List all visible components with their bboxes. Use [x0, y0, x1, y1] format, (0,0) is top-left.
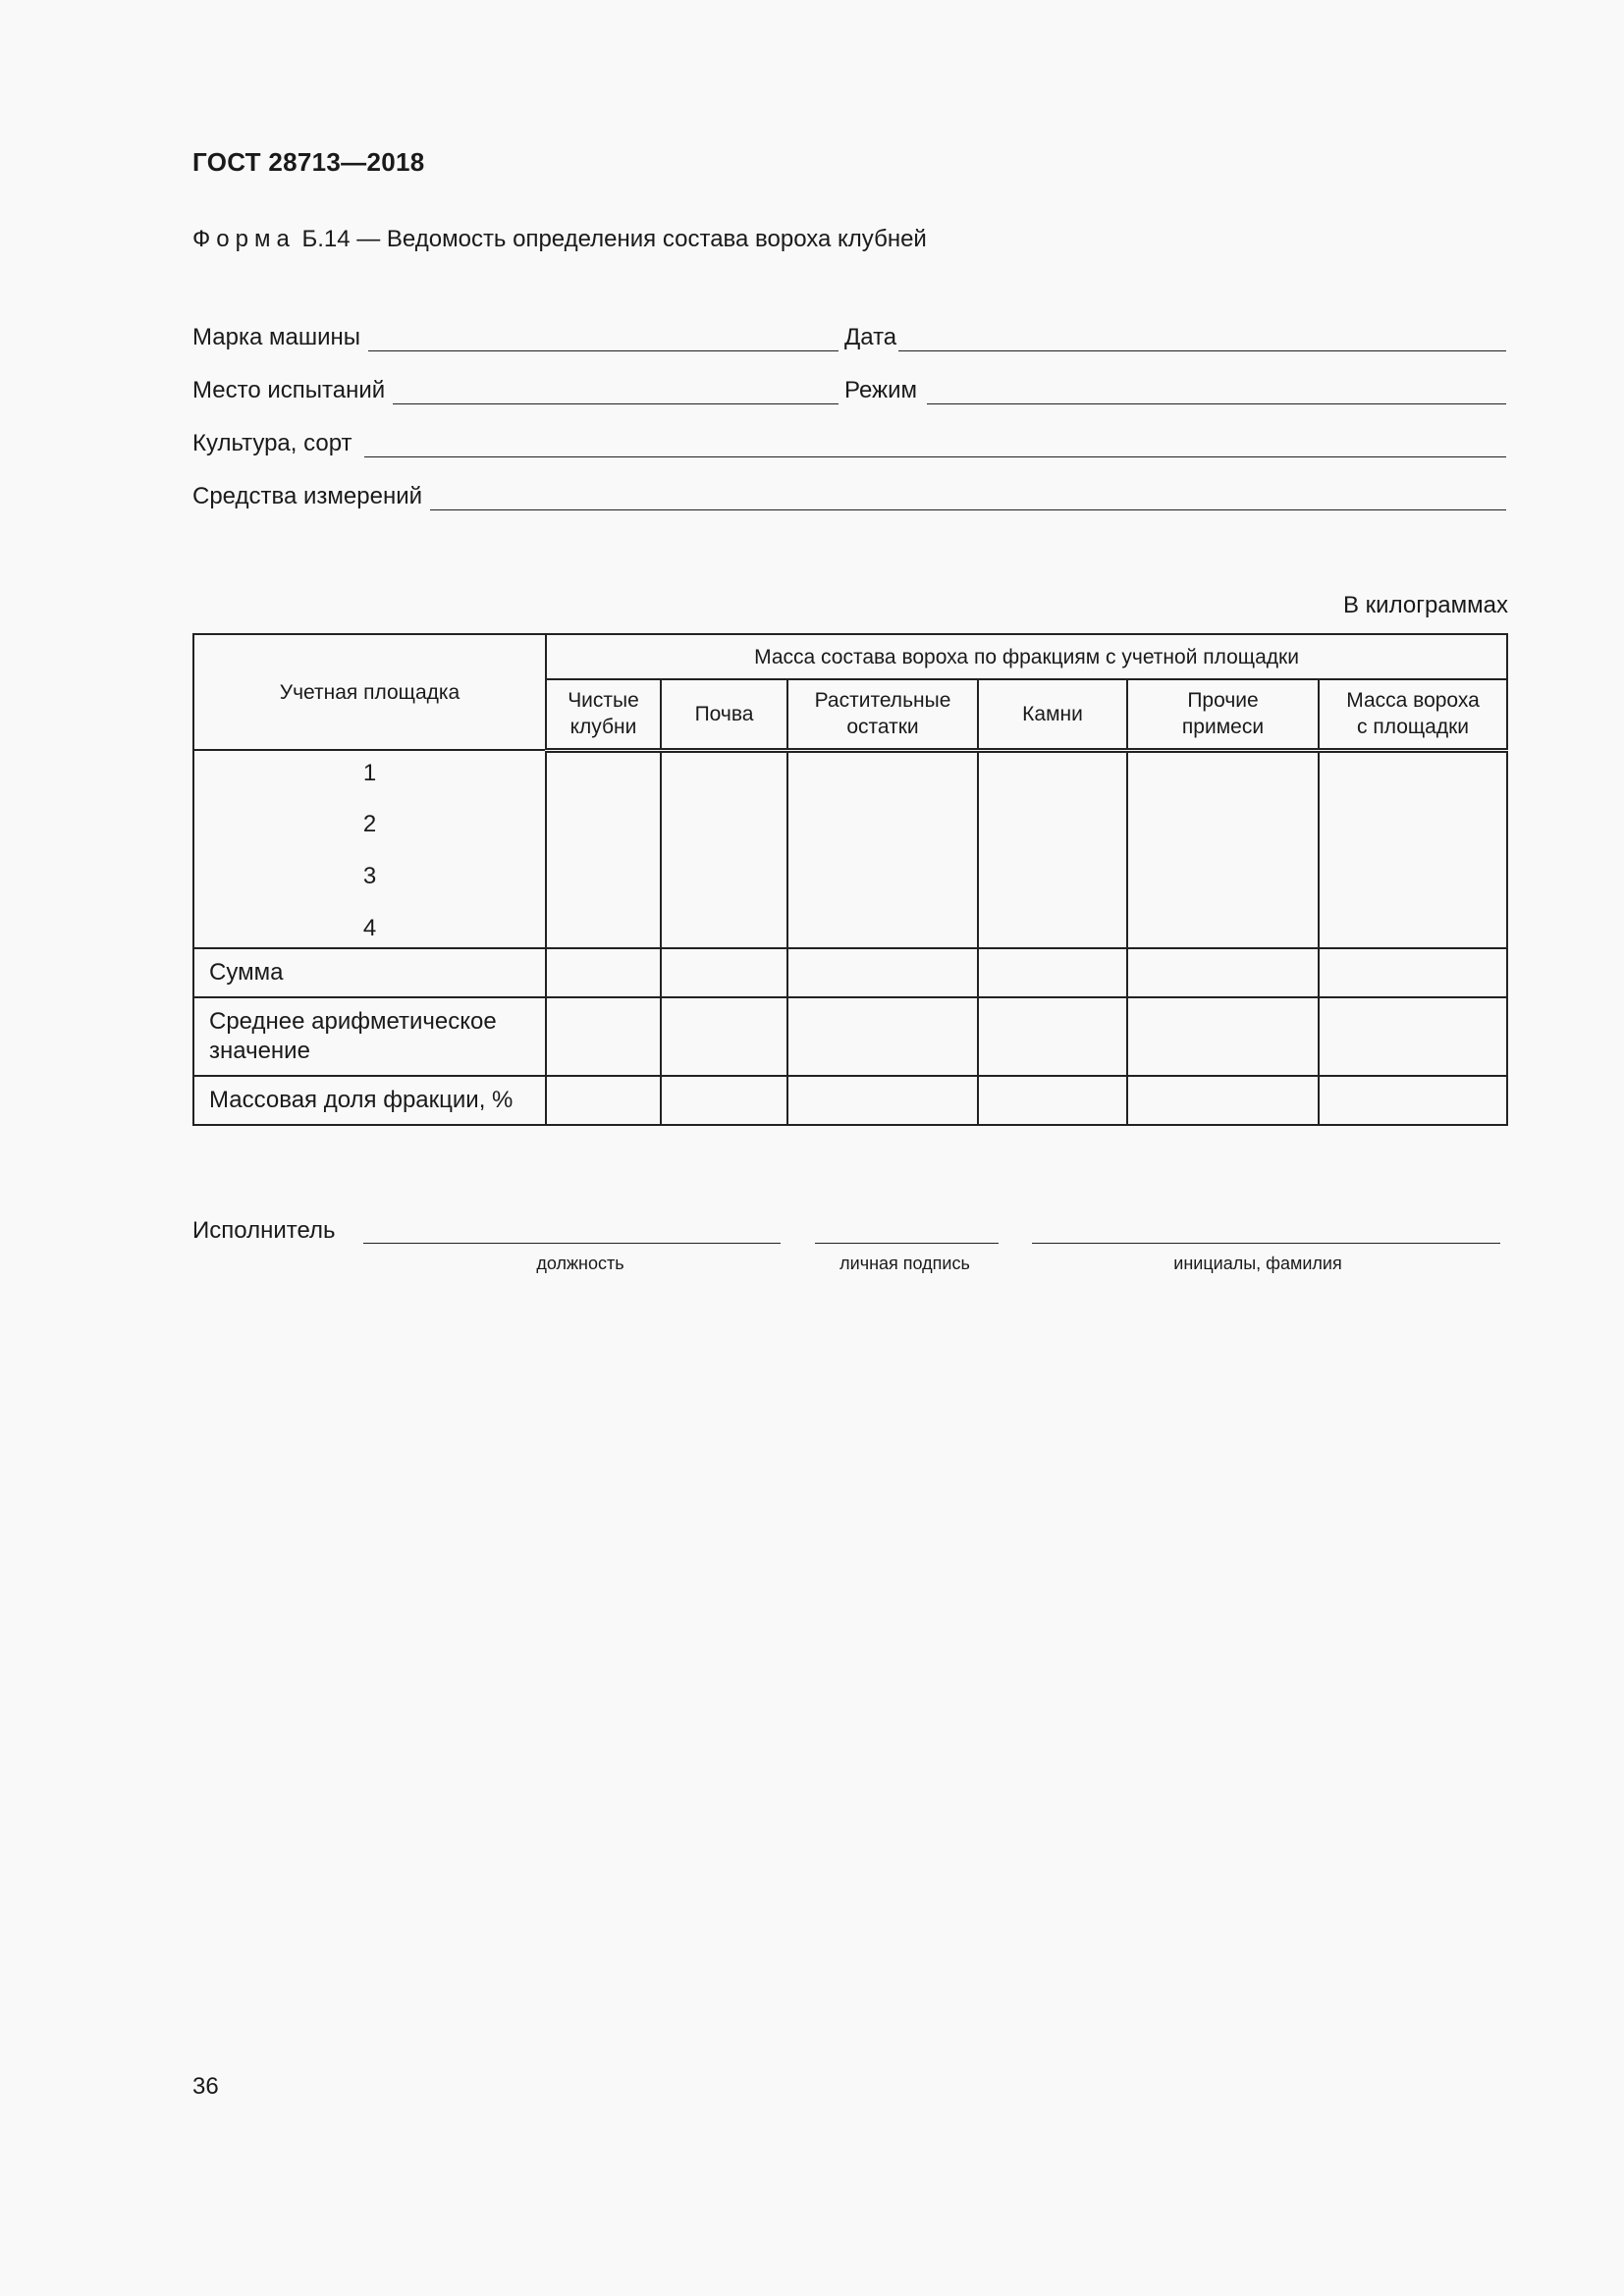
data-cell[interactable] — [546, 750, 661, 948]
name-line[interactable] — [1032, 1243, 1500, 1244]
date-label: Дата — [844, 324, 897, 350]
form-title — [192, 226, 927, 253]
plot-number: 4 — [362, 914, 377, 941]
group-header-mass: Масса состава вороха по фракциям с учетной площадки — [546, 634, 1507, 679]
instruments-field[interactable] — [192, 471, 1506, 510]
data-cell[interactable] — [1127, 750, 1319, 948]
data-cell[interactable] — [787, 997, 978, 1076]
data-cell[interactable] — [787, 1076, 978, 1125]
crop-variety-field[interactable] — [192, 418, 1506, 457]
data-cell[interactable] — [546, 997, 661, 1076]
col-header-other-impurities: Прочие примеси — [1127, 679, 1319, 750]
data-cell[interactable] — [978, 750, 1127, 948]
row-label-mass-share: Массовая доля фракции, % — [193, 1076, 546, 1125]
signature-line[interactable] — [815, 1243, 999, 1244]
plot-number: 2 — [362, 811, 377, 838]
test-site-line[interactable] — [393, 376, 839, 404]
plot-number: 1 — [362, 759, 377, 786]
signature-caption: личная подпись — [839, 1254, 970, 1273]
data-cell[interactable] — [1319, 997, 1507, 1076]
form-word: Форма — [192, 226, 296, 252]
machine-brand-label: Марка машины — [192, 324, 361, 350]
crop-variety-line[interactable] — [364, 429, 1506, 457]
executor-label: Исполнитель — [192, 1217, 336, 1244]
col-header-stones: Камни — [978, 679, 1127, 750]
col-header-soil: Почва — [661, 679, 787, 750]
data-cell[interactable] — [1319, 948, 1507, 997]
test-site-field[interactable] — [192, 365, 839, 404]
data-cell[interactable] — [978, 948, 1127, 997]
page-number: 36 — [192, 2073, 219, 2100]
tuber-heap-table — [192, 633, 1508, 1126]
date-line[interactable] — [898, 323, 1506, 351]
form-title-text: Б.14 — Ведомость определения состава вороха клубней — [295, 226, 927, 252]
col-header-clean-tubers: Чистые клубни — [546, 679, 661, 750]
data-cell[interactable] — [978, 1076, 1127, 1125]
data-cell[interactable] — [661, 948, 787, 997]
mode-field[interactable] — [844, 365, 1506, 404]
col-header-heap-mass: Масса вороха с площадки — [1319, 679, 1507, 750]
data-cell[interactable] — [546, 948, 661, 997]
data-cell[interactable] — [661, 750, 787, 948]
machine-brand-field[interactable] — [192, 312, 839, 351]
data-cell[interactable] — [787, 948, 978, 997]
data-cell[interactable] — [1127, 948, 1319, 997]
data-cell[interactable] — [1319, 750, 1507, 948]
col-header-plot: Учетная площадка — [193, 634, 546, 750]
instruments-label: Средства измерений — [192, 483, 423, 509]
standard-number: ГОСТ 28713—2018 — [192, 147, 425, 177]
row-label-average: Среднее арифметическое значение — [193, 997, 546, 1076]
mode-label: Режим — [844, 377, 917, 403]
name-caption: инициалы, фамилия — [1173, 1254, 1342, 1273]
crop-variety-label: Культура, сорт — [192, 430, 352, 456]
test-site-label: Место испытаний — [192, 377, 386, 403]
date-field[interactable] — [844, 312, 1506, 351]
data-cell[interactable] — [661, 997, 787, 1076]
data-cell[interactable] — [661, 1076, 787, 1125]
data-cell[interactable] — [1127, 1076, 1319, 1125]
machine-brand-line[interactable] — [368, 323, 839, 351]
plot-number: 3 — [362, 863, 377, 890]
col-header-plant-residue: Растительные остатки — [787, 679, 978, 750]
row-label-sum: Сумма — [193, 948, 546, 997]
plot-numbers-cell — [193, 750, 546, 948]
units-note: В килограммах — [1343, 592, 1508, 618]
data-cell[interactable] — [546, 1076, 661, 1125]
position-line[interactable] — [363, 1243, 781, 1244]
data-cell[interactable] — [1319, 1076, 1507, 1125]
mode-line[interactable] — [927, 376, 1506, 404]
data-cell[interactable] — [1127, 997, 1319, 1076]
data-cell[interactable] — [787, 750, 978, 948]
position-caption: должность — [536, 1254, 624, 1273]
instruments-line[interactable] — [430, 482, 1506, 510]
data-cell[interactable] — [978, 997, 1127, 1076]
